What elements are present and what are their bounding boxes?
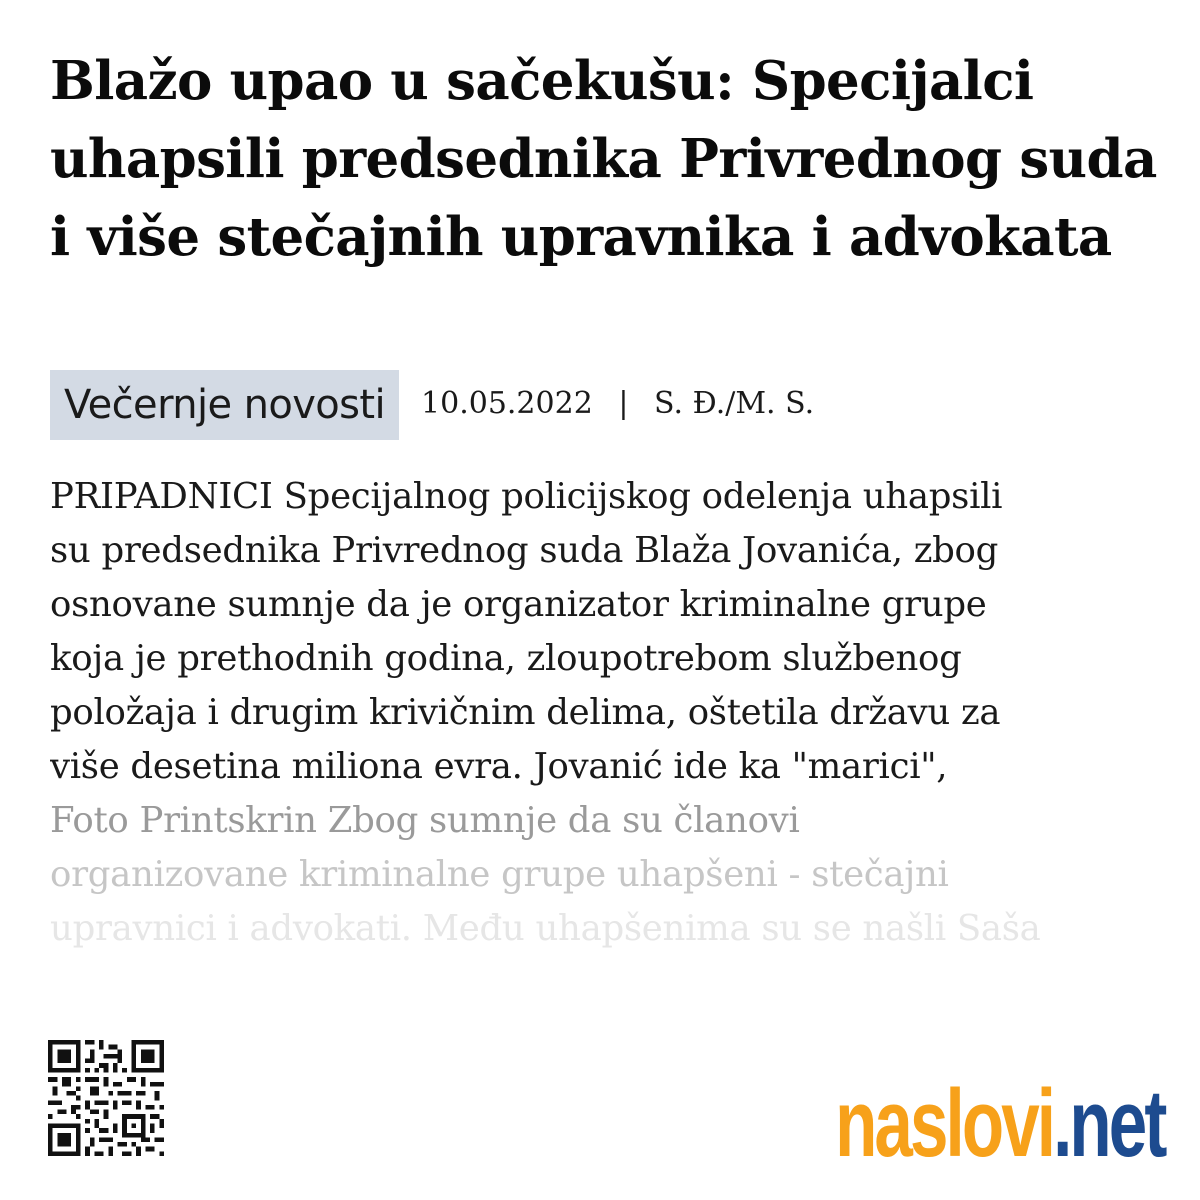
- naslovi-net-logo[interactable]: [834, 1064, 1164, 1177]
- body-line-faded: Foto Printskrin Zbog sumnje da su članovi: [50, 800, 800, 841]
- body-line: osnovane sumnje da je organizator kriminalne grupe: [50, 584, 987, 625]
- body-line-faded: organizovane kriminalne grupe uhapšeni - stečajni: [50, 854, 949, 895]
- body-line: koja je prethodnih godina, zloupotrebom službenog: [50, 638, 962, 679]
- body-line: su predsednika Privrednog suda Blaža Jovanića, zbog: [50, 530, 999, 571]
- article-meta: [50, 370, 814, 440]
- logo-part-net: .net: [1052, 1070, 1164, 1177]
- source-badge[interactable]: Večernje novosti: [50, 370, 399, 440]
- body-line: položaja i drugim krivičnim delima, oštetila državu za: [50, 692, 1001, 733]
- article-headline: Blažo upao u sačekušu: Specijalci uhapsili predsednika Privrednog suda i više stečajnih upravnika i advokata: [50, 50, 1157, 268]
- qr-code-icon[interactable]: [48, 1040, 164, 1156]
- logo-part-naslovi: naslovi: [834, 1070, 1053, 1177]
- author: S. Đ./M. S.: [654, 386, 815, 421]
- body-line: PRIPADNICI Specijalnog policijskog odelenja uhapsili: [50, 476, 1003, 517]
- body-line: više desetina miliona evra. Jovanić ide ka "marici",: [50, 746, 948, 787]
- body-line-faded: upravnici i advokati. Među uhapšenima su se našli Saša: [50, 908, 1041, 949]
- meta-separator: |: [618, 386, 629, 421]
- article-body: [50, 470, 1170, 1010]
- meta-info: [421, 384, 814, 424]
- publish-date: 10.05.2022: [421, 386, 593, 421]
